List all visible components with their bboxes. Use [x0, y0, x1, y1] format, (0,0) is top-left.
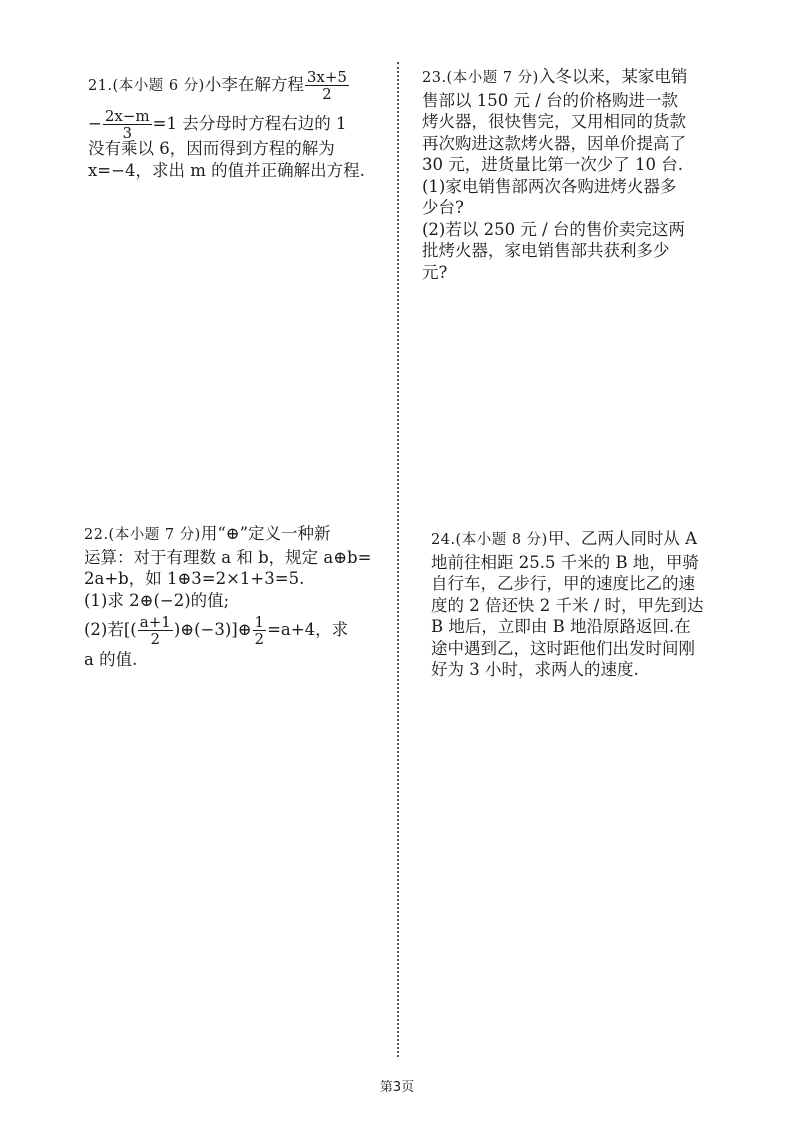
q22-fraction-2-numerator: 1: [254, 613, 265, 631]
q22-fraction-1: [138, 614, 173, 647]
q23-line-8: (2)若以 250 元 / 台的售价卖完这两: [422, 219, 685, 239]
q24-line-3: 自行车，乙步行，甲的速度比乙的速: [431, 574, 695, 593]
q21-fraction-1: [305, 69, 349, 102]
question-24: [431, 528, 704, 681]
q22-line-1: [84, 523, 371, 547]
q22-line-6: a 的值.: [84, 650, 138, 669]
q21-line-3: 没有乘以 6，因而得到方程的解为: [88, 139, 335, 158]
q23-score-tag: 23.(本小题 7 分): [422, 70, 539, 86]
q22-fraction-2: [253, 614, 267, 647]
q22-line-2: 运算：对于有理数 a 和 b，规定 a⊕b=: [84, 547, 372, 567]
q22-part2-middle: )⊕(−3)]⊕: [173, 620, 252, 639]
q22-intro-text: 用“⊕”定义一种新: [200, 524, 331, 543]
page-number: 第3页: [379, 1080, 415, 1095]
q22-line-4: (1)求 2⊕(−2)的值;: [84, 590, 230, 610]
q24-line-4: 度的 2 倍还快 2 千米 / 时，甲先到达: [431, 595, 704, 615]
q22-fraction-1-numerator: a+1: [139, 613, 171, 631]
q24-line-5: B 地后，立即由 B 地沿原路返回.在: [431, 617, 691, 636]
q21-fraction-2: [103, 108, 152, 141]
q22-score-tag: 22.(本小题 7 分): [84, 527, 201, 543]
column-divider: [397, 62, 399, 1057]
question-21: [88, 66, 365, 181]
q21-fraction-1-denominator: 2: [322, 85, 332, 103]
q21-line-2: [88, 107, 365, 142]
q21-line-1: [88, 66, 365, 108]
q23-line-10: 元?: [422, 262, 448, 282]
q23-intro-text: 入冬以来，某家电销: [538, 67, 688, 86]
question-22: [84, 523, 371, 671]
q24-line-7: 好为 3 小时，求两人的速度.: [431, 660, 639, 679]
q22-line-3: 2a+b，如 1⊕3=2×1+3=5.: [84, 569, 305, 588]
q23-line-4: 再次购进这款烤火器，因单价提高了: [422, 133, 686, 153]
q22-part2-suffix: =a+4，求: [267, 620, 349, 639]
question-23: [422, 66, 687, 283]
q23-line-5: 30 元，进货量比第一次少了 10 台.: [422, 155, 683, 174]
q23-line-7: 少台?: [422, 198, 464, 217]
q21-intro-text: 小李在解方程: [204, 75, 304, 94]
q22-fraction-1-denominator: 2: [150, 630, 161, 648]
q24-line-2: 地前往相距 25.5 千米的 B 地，甲骑: [431, 552, 699, 572]
q24-line-6: 途中遇到乙，这时距他们出发时间刚: [431, 638, 695, 658]
q22-part2-prefix: (2)若[(: [84, 620, 137, 639]
q24-score-tag: 24.(本小题 8 分): [431, 532, 548, 548]
q21-equation-rest: =1 去分母时方程右边的 1: [152, 114, 347, 133]
q24-intro-text: 甲、乙两人同时从 A: [547, 529, 697, 548]
q21-fraction-2-denominator: 3: [122, 124, 132, 142]
q22-fraction-2-denominator: 2: [254, 630, 265, 648]
q22-line-5: [84, 611, 371, 649]
q23-line-9: 批烤火器，家电销售部共获利多少: [422, 241, 670, 260]
q21-minus-sign: −: [88, 114, 102, 133]
q23-line-1: [422, 66, 687, 90]
q24-line-1: [431, 528, 704, 552]
q23-line-3: 烤火器，很快售完，又用相同的货款: [422, 112, 686, 131]
q21-score-tag: 21.(本小题 6 分): [88, 78, 205, 94]
q21-line-4: x=−4，求出 m 的值并正确解出方程.: [88, 160, 365, 180]
q21-fraction-1-numerator: 3x+5: [306, 68, 347, 86]
q23-line-6: (1)家电销售部两次各购进烤火器多: [422, 176, 677, 196]
q21-fraction-2-numerator: 2x−m: [104, 107, 150, 125]
q23-line-2: 售部以 150 元 / 台的价格购进一款: [422, 90, 679, 110]
